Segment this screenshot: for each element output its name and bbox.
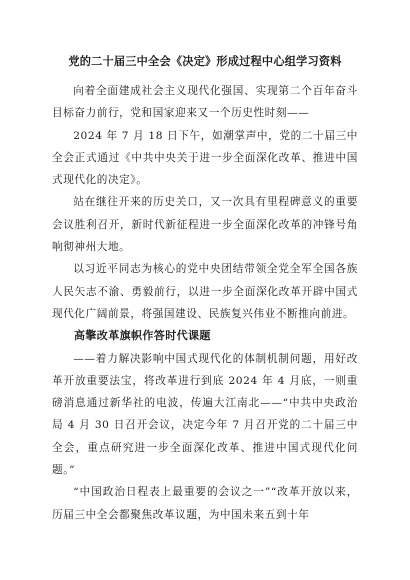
section-heading: 高擎改革旗帜作答时代课题 <box>74 329 211 343</box>
paragraph-3: 站在继往开来的历史关口，又一次具有里程碑意义的重要会议胜利召开，新时代新征程进一步全面深化改革的冲锋号角响彻神州大地。 <box>52 196 358 254</box>
document-page <box>52 54 358 526</box>
paragraph-4: 以习近平同志为核心的党中央团结带领全党全军全国各族人民矢志不渝、勇毅前行，以进一步全面深化改革开辟中国式现代化广阔前景，将强国建设、民族复兴伟业不断推向前进。 <box>52 263 358 320</box>
section-paragraph-2: “中国政治日程表上最重要的会议之一”“改革开放以来，历届三中全会都聚焦改革议题，为中国未来五到十年 <box>52 486 358 521</box>
section-paragraph-1: ——着力解决影响中国式现代化的体制机制问题，用好改革开放重要法宝，将改革进行到底 2024 年 4 月底，一则重磅消息通过新华社的电波，传遍大江南北——“中共中央政治局 4 月 30 日召开会议，决定今年 7 月召开党的二十届三中全会，重点研究进一步全面深化改革、推进中国式现代化问题。” <box>52 352 358 477</box>
paragraph-2: 2024 年 7 月 18 日下午，如潮掌声中，党的二十届三中全会正式通过《中共中央关于进一步全面深化改革、推进中国式现代化的决定》。 <box>52 129 358 187</box>
paragraph-1: 向着全面建成社会主义现代化强国、实现第二个百年奋斗目标奋力前行，党和国家迎来又一个历史性时刻—— <box>52 85 358 120</box>
document-title: 党的二十届三中全会《决定》形成过程中心组学习资料 <box>68 55 342 68</box>
